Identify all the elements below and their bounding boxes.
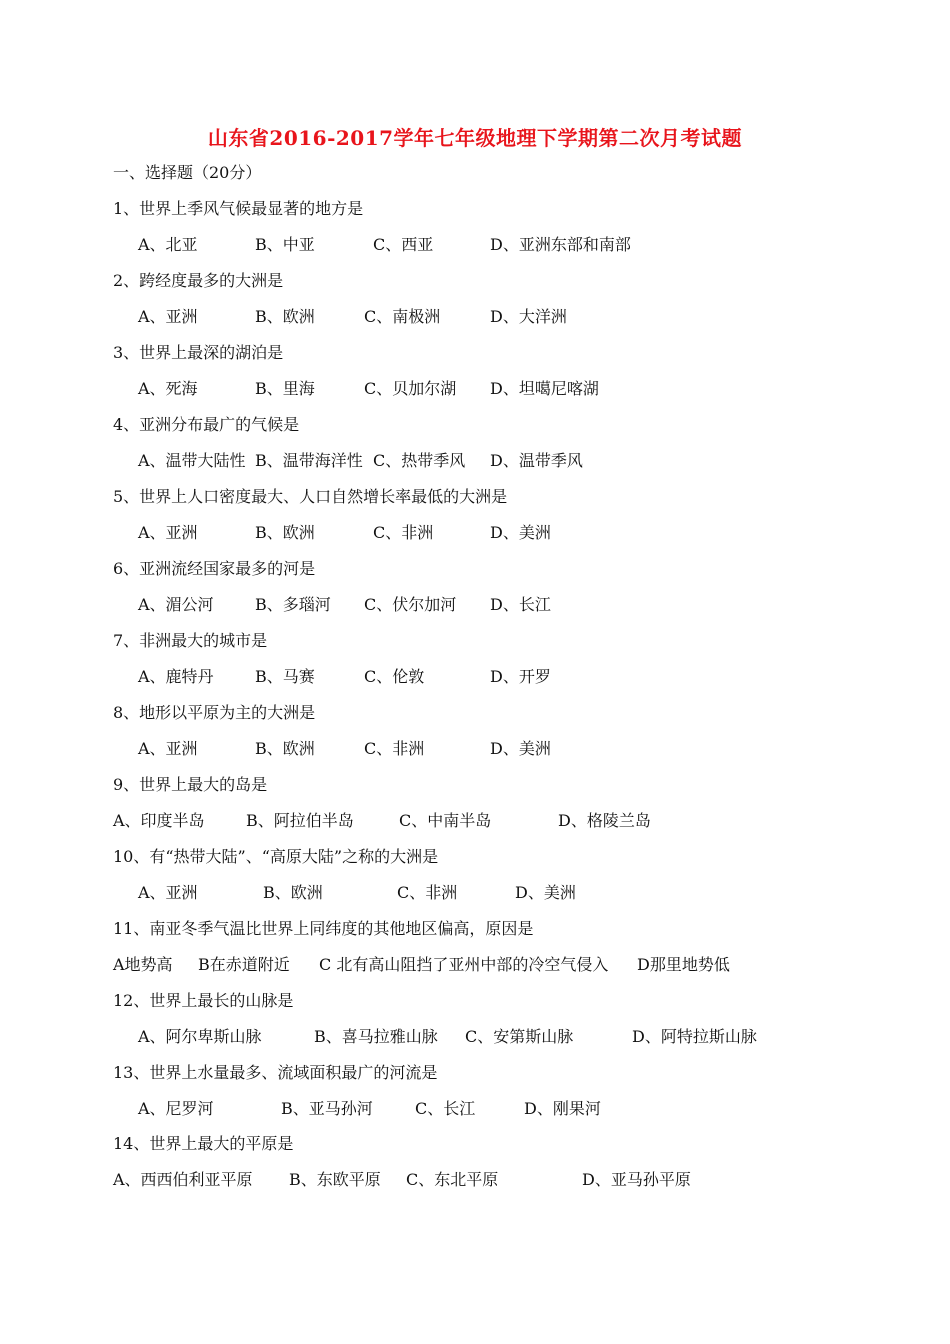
q5-option-d: D、美洲 <box>490 523 551 542</box>
q11-option-b: B在赤道附近 <box>198 955 290 974</box>
q5-option-a: A、亚洲 <box>138 523 198 542</box>
question-5: 5、世界上人口密度最大、人口自然增长率最低的大洲是 <box>113 487 508 506</box>
q4-option-c: C、热带季风 <box>373 451 466 470</box>
section-heading: 一、选择题（20分） <box>113 163 262 182</box>
question-10: 10、有“热带大陆”、“高原大陆”之称的大洲是 <box>113 847 439 866</box>
q14-option-b: B、东欧平原 <box>289 1170 381 1189</box>
question-4: 4、亚洲分布最广的气候是 <box>113 415 300 434</box>
q12-option-d: D、阿特拉斯山脉 <box>632 1027 757 1046</box>
q6-option-b: B、多瑙河 <box>255 595 331 614</box>
q6-option-c: C、伏尔加河 <box>364 595 457 614</box>
q13-option-d: D、刚果河 <box>524 1099 601 1118</box>
q2-option-c: C、南极洲 <box>364 307 441 326</box>
q14-option-a: A、西西伯利亚平原 <box>113 1170 253 1189</box>
q5-option-b: B、欧洲 <box>255 523 315 542</box>
question-3: 3、世界上最深的湖泊是 <box>113 343 284 362</box>
question-12: 12、世界上最长的山脉是 <box>113 991 294 1010</box>
question-8: 8、地形以平原为主的大洲是 <box>113 703 316 722</box>
q5-option-c: C、非洲 <box>373 523 434 542</box>
q11-option-a: A地势高 <box>113 955 173 974</box>
question-13: 13、世界上水量最多、流域面积最广的河流是 <box>113 1063 438 1082</box>
q6-option-d: D、长江 <box>490 595 551 614</box>
q13-option-c: C、长江 <box>415 1099 476 1118</box>
q4-option-b: B、温带海洋性 <box>255 451 363 470</box>
q6-option-a: A、湄公河 <box>138 595 214 614</box>
q14-option-d: D、亚马孙平原 <box>582 1170 691 1189</box>
q9-option-a: A、印度半岛 <box>113 811 205 830</box>
question-7: 7、非洲最大的城市是 <box>113 631 268 650</box>
q7-option-c: C、伦敦 <box>364 667 425 686</box>
q13-option-b: B、亚马孙河 <box>281 1099 373 1118</box>
q9-option-b: B、阿拉伯半岛 <box>246 811 354 830</box>
question-1: 1、世界上季风气候最显著的地方是 <box>113 199 364 218</box>
question-6: 6、亚洲流经国家最多的河是 <box>113 559 316 578</box>
q13-option-a: A、尼罗河 <box>138 1099 214 1118</box>
q9-option-d: D、格陵兰岛 <box>558 811 651 830</box>
q10-option-a: A、亚洲 <box>138 883 198 902</box>
q7-option-a: A、鹿特丹 <box>138 667 214 686</box>
q7-option-d: D、开罗 <box>490 667 551 686</box>
q1-option-a: A、北亚 <box>138 235 198 254</box>
q10-option-d: D、美洲 <box>515 883 576 902</box>
q8-option-d: D、美洲 <box>490 739 551 758</box>
q1-option-b: B、中亚 <box>255 235 315 254</box>
q4-option-d: D、温带季风 <box>490 451 583 470</box>
q12-option-c: C、安第斯山脉 <box>465 1027 574 1046</box>
q12-option-a: A、阿尔卑斯山脉 <box>138 1027 262 1046</box>
q8-option-c: C、非洲 <box>364 739 425 758</box>
q8-option-b: B、欧洲 <box>255 739 315 758</box>
q10-option-c: C、非洲 <box>397 883 458 902</box>
q2-option-d: D、大洋洲 <box>490 307 567 326</box>
question-2: 2、跨经度最多的大洲是 <box>113 271 284 290</box>
q12-option-b: B、喜马拉雅山脉 <box>314 1027 438 1046</box>
q7-option-b: B、马赛 <box>255 667 315 686</box>
q4-option-a: A、温带大陆性 <box>138 451 246 470</box>
q14-option-c: C、东北平原 <box>406 1170 499 1189</box>
question-11: 11、南亚冬季气温比世界上同纬度的其他地区偏高，原因是 <box>113 919 534 938</box>
q11-option-d: D那里地势低 <box>637 955 730 974</box>
question-14: 14、世界上最大的平原是 <box>113 1134 294 1153</box>
q8-option-a: A、亚洲 <box>138 739 198 758</box>
q2-option-a: A、亚洲 <box>138 307 198 326</box>
q3-option-d: D、坦噶尼喀湖 <box>490 379 599 398</box>
q10-option-b: B、欧洲 <box>263 883 323 902</box>
q2-option-b: B、欧洲 <box>255 307 315 326</box>
q11-option-c: C 北有高山阻挡了亚州中部的冷空气侵入 <box>319 955 609 974</box>
q1-option-c: C、西亚 <box>373 235 434 254</box>
q3-option-b: B、里海 <box>255 379 315 398</box>
q3-option-c: C、贝加尔湖 <box>364 379 457 398</box>
page-title: 山东省2016-2017学年七年级地理下学期第二次月考试题 <box>207 126 743 150</box>
question-9: 9、世界上最大的岛是 <box>113 775 268 794</box>
q9-option-c: C、中南半岛 <box>399 811 492 830</box>
q3-option-a: A、死海 <box>138 379 198 398</box>
q1-option-d: D、亚洲东部和南部 <box>490 235 631 254</box>
